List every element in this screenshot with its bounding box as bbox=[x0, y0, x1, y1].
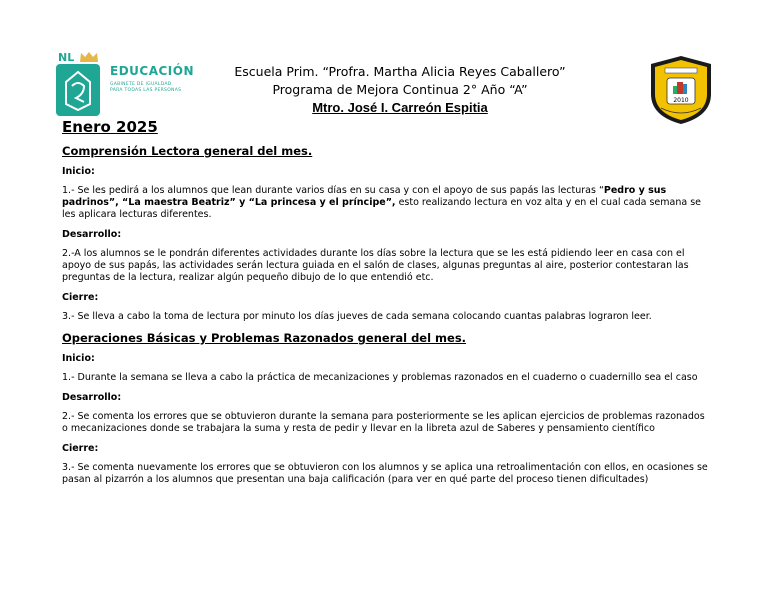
reading-desarrollo-label: Desarrollo: bbox=[62, 229, 122, 240]
reading-cierre-label: Cierre: bbox=[62, 292, 99, 303]
teacher-name: Mtro. José I. Carreón Espitia bbox=[312, 100, 488, 115]
logo-subtitle bbox=[110, 82, 210, 94]
math-cierre-text: 3.- Se comenta nuevamente los errores que se obtuvieron con los alumnos y se aplica una retroalimentación con ellos, en ocasiones se pasan al pizarrón a los alumnos que presentan una baja calificación (para ver en qué parte del proceso tienen dificultades) bbox=[62, 462, 708, 485]
math-cierre-label: Cierre: bbox=[62, 443, 99, 454]
math-inicio-label: Inicio: bbox=[62, 353, 95, 364]
education-logo bbox=[56, 50, 196, 118]
math-desarrollo-text: 2.- Se comenta los errores que se obtuvieron durante la semana para posteriormente se les aplican ejercicios de problemas razonados o mecanizaciones donde se trabajara la suma y resta de pedir y llevar en la libreta azul de Saberes y pensamiento científico bbox=[62, 411, 705, 434]
logo-title: EDUCACIÓN bbox=[110, 64, 195, 78]
reading-section-title: Comprensión Lectora general del mes. bbox=[62, 144, 313, 158]
reading-inicio-part1: 1.- Se les pedirá a los alumnos que lean durante varios días en su casa y con el apoyo de sus papás las lecturas “ bbox=[62, 185, 604, 196]
reading-inicio-text bbox=[62, 185, 712, 221]
document-body bbox=[62, 118, 712, 494]
school-name: Escuela Prim. “Profra. Martha Alicia Reyes Caballero” bbox=[234, 64, 566, 79]
logo-subtitle-line2: PARA TODAS LAS PERSONAS bbox=[110, 88, 182, 93]
crown-icon bbox=[80, 52, 98, 62]
reading-book-titles: Pedro y sus padrinos”, “La maestra Beatriz” y “La princesa y el príncipe”, bbox=[62, 185, 667, 208]
school-shield-icon bbox=[647, 54, 715, 126]
logo-subtitle-line1: GABINETE DE IGUALDAD bbox=[110, 82, 172, 87]
program-name: Programa de Mejora Continua 2° Año “A” bbox=[272, 82, 528, 97]
reading-cierre-text: 3.- Se lleva a cabo la toma de lectura por minuto los días jueves de cada semana colocando cuantas palabras lograron leer. bbox=[62, 311, 652, 322]
education-emblem-icon bbox=[56, 64, 100, 116]
document-header bbox=[200, 63, 600, 117]
reading-inicio-label: Inicio: bbox=[62, 166, 95, 177]
logo-badge-text: NL bbox=[58, 51, 75, 64]
math-section-title: Operaciones Básicas y Problemas Razonados general del mes. bbox=[62, 331, 467, 345]
math-inicio-text: 1.- Durante la semana se lleva a cabo la práctica de mecanizaciones y problemas razonados en el cuaderno o cuadernillo sea el caso bbox=[62, 372, 698, 383]
seal-year: 2010 bbox=[673, 97, 689, 104]
month-heading: Enero 2025 bbox=[62, 118, 158, 136]
school-seal bbox=[647, 54, 715, 126]
reading-inicio-part2: esto realizando lectura en voz alta y en el cual cada semana se les aplicara lecturas diferentes. bbox=[62, 197, 702, 220]
reading-desarrollo-text: 2.-A los alumnos se le pondrán diferentes actividades durante los días sobre la lectura que se les está pidiendo leer en casa con el apoyo de sus papás, las actividades serán lectura guiada en el salón de clases, algunas preguntas al aire, posterior contestaran las preguntas de la lectura, realizar algún pequeño dibujo de lo que entendió etc. bbox=[62, 248, 689, 283]
math-desarrollo-label: Desarrollo: bbox=[62, 392, 122, 403]
logo-badge bbox=[56, 64, 100, 116]
